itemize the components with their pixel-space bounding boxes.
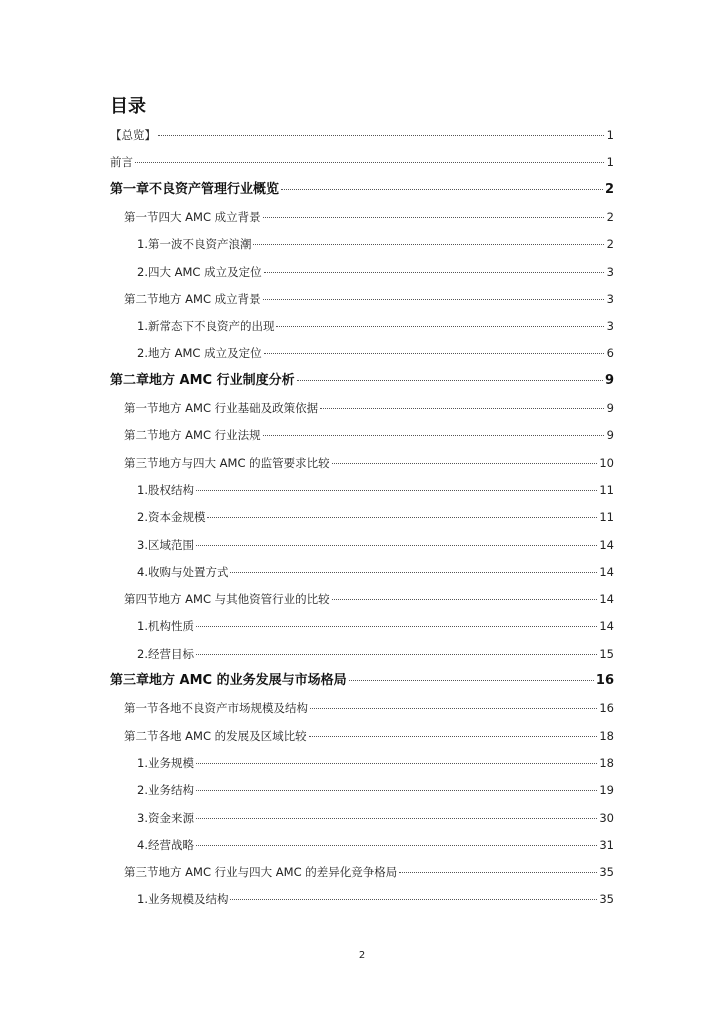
toc-title: 目录 [110,96,146,117]
toc-entry-page: 10 [599,455,614,470]
toc-dot-leader [263,299,604,300]
toc-entry[interactable] [137,342,614,364]
toc-dot-leader [264,353,604,354]
toc-entry-page: 14 [599,592,614,607]
toc-entry[interactable] [137,834,614,856]
toc-entry[interactable] [110,370,614,392]
toc-entry[interactable] [110,179,614,201]
toc-dot-leader [253,244,604,245]
toc-entry-label: 第一节地方 AMC 行业基础及政策依据 [124,401,319,415]
toc-dot-leader [264,272,604,273]
toc-entry-label: 2.业务结构 [137,783,194,798]
toc-entry[interactable] [110,124,614,146]
toc-entry[interactable] [137,615,614,637]
toc-dot-leader [196,654,597,655]
toc-dot-leader [349,680,594,681]
toc-entry-page: 1 [606,128,614,142]
toc-entry-label: 第四节地方 AMC 与其他资管行业的比较 [124,592,330,607]
toc-entry-page: 16 [595,673,614,688]
toc-entry[interactable] [137,888,614,910]
toc-entry-label: 第一章不良资产管理行业概览 [110,181,280,197]
toc-entry-label: 1.新常态下不良资产的出现 [137,319,275,334]
toc-entry-page: 3 [606,319,614,334]
toc-entry-page: 3 [606,291,614,306]
toc-entry-page: 35 [599,892,614,907]
toc-dot-leader [196,626,597,627]
toc-entry-page: 18 [599,728,614,743]
toc-entry-label: 前言 [110,155,133,170]
toc-dot-leader [399,872,597,873]
toc-entry-page: 14 [599,619,614,634]
toc-dot-leader [263,435,604,436]
toc-entry[interactable] [124,697,614,719]
toc-entry[interactable] [137,315,614,337]
toc-entry-page: 9 [604,372,614,388]
toc-entry-label: 第三章地方 AMC 的业务发展与市场格局 [110,673,347,688]
toc-entry-label: 4.经营战略 [137,837,194,852]
toc-entry[interactable] [124,588,614,610]
toc-dot-leader [135,162,604,163]
toc-entry-label: 第二章地方 AMC 行业制度分析 [110,372,295,388]
toc-entry[interactable] [124,861,614,883]
toc-dot-leader [196,818,597,819]
toc-entry-label: 第二节地方 AMC 成立背景 [124,291,261,306]
toc-entry[interactable] [137,752,614,774]
toc-entry[interactable] [124,397,614,419]
toc-entry-label: 2.地方 AMC 成立及定位 [137,346,262,361]
toc-entry-label: 第一节各地不良资产市场规模及结构 [124,701,308,716]
toc-dot-leader [230,572,597,573]
toc-entry-label: 【总览】 [110,128,156,142]
toc-entry-page: 14 [599,537,614,552]
toc-dot-leader [310,708,597,709]
toc-entry-label: 第三节地方与四大 AMC 的监管要求比较 [124,455,330,470]
toc-entry[interactable] [137,779,614,801]
toc-entry-page: 35 [599,865,614,880]
toc-dot-leader [196,845,597,846]
toc-dot-leader [196,763,597,764]
toc-entry-label: 2.经营目标 [137,646,194,661]
toc-entry[interactable] [137,534,614,556]
toc-dot-leader [207,517,597,518]
toc-entry-label: 1.股权结构 [137,482,194,497]
toc-entry-label: 1.第一波不良资产浪潮 [137,237,252,252]
toc-entry-label: 2.四大 AMC 成立及定位 [137,264,262,279]
toc-entry-page: 19 [599,783,614,798]
toc-entry[interactable] [124,725,614,747]
toc-entry-label: 2.资本金规模 [137,510,206,525]
toc-entry-page: 30 [599,810,614,825]
toc-entry-page: 9 [606,428,614,443]
toc-entry-label: 1.机构性质 [137,619,194,634]
toc-dot-leader [196,490,597,491]
toc-dot-leader [297,380,603,381]
toc-entry[interactable] [137,807,614,829]
toc-entry-page: 16 [599,701,614,716]
toc-entry[interactable] [124,424,614,446]
toc-dot-leader [196,790,597,791]
toc-entry-label: 1.业务规模及结构 [137,892,229,907]
toc-dot-leader [276,326,604,327]
toc-entry[interactable] [124,288,614,310]
toc-entry-page: 9 [606,401,614,415]
toc-entry-page: 31 [599,837,614,852]
toc-dot-leader [332,463,598,464]
toc-entry-label: 1.业务规模 [137,755,194,770]
toc-entry[interactable] [137,643,614,665]
toc-entry-page: 2 [606,209,614,224]
toc-entry[interactable] [124,206,614,228]
toc-entry[interactable] [137,261,614,283]
toc-entry[interactable] [110,670,614,692]
toc-entry-label: 第三节地方 AMC 行业与四大 AMC 的差异化竞争格局 [124,865,398,880]
toc-dot-leader [281,189,603,190]
toc-entry-label: 3.区域范围 [137,537,194,552]
toc-dot-leader [320,408,604,409]
toc-dot-leader [158,135,604,136]
toc-entry[interactable] [137,479,614,501]
toc-entry-page: 14 [599,564,614,579]
toc-entry[interactable] [110,151,614,173]
toc-entry[interactable] [137,561,614,583]
toc-dot-leader [263,217,604,218]
toc-dot-leader [332,599,598,600]
toc-dot-leader [309,736,598,737]
toc-entry-page: 11 [599,510,614,525]
toc-entry[interactable] [137,233,614,255]
toc-entry-page: 1 [606,155,614,170]
toc-entry-page: 3 [606,264,614,279]
toc-dot-leader [230,899,597,900]
toc-entry-label: 3.资金来源 [137,810,194,825]
page-number: 2 [358,950,366,961]
toc-entry-label: 第二节各地 AMC 的发展及区域比较 [124,728,307,743]
toc-entry-label: 4.收购与处置方式 [137,564,229,579]
toc-entry[interactable] [137,506,614,528]
toc-entry-page: 15 [599,646,614,661]
toc-entry[interactable] [124,452,614,474]
toc-entry-page: 2 [606,237,614,252]
toc-dot-leader [196,545,597,546]
toc-entry-page: 2 [604,181,614,197]
toc-entry-page: 6 [606,346,614,361]
toc-entry-page: 18 [599,755,614,770]
toc-entry-page: 11 [599,482,614,497]
toc-entry-label: 第二节地方 AMC 行业法规 [124,428,261,443]
toc-entry-label: 第一节四大 AMC 成立背景 [124,209,261,224]
